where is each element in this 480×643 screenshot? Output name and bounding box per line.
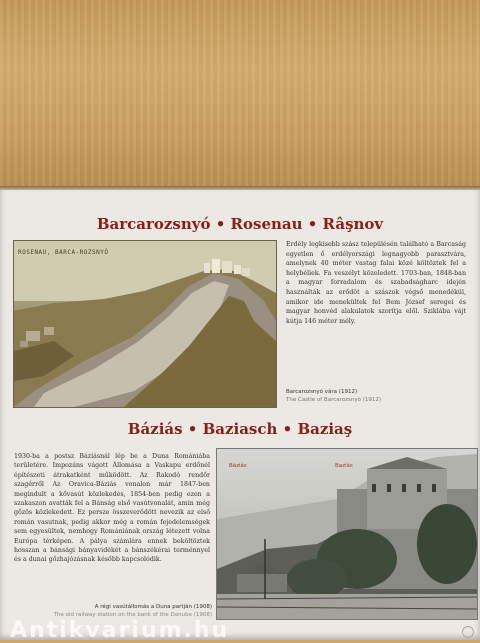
bazias-station-photo [216,448,478,620]
caption-hu: A régi vasútállomás a Duna partján (1908) [94,604,212,610]
caption-en: The Castle of Barcarozsnyó (1912) [286,397,381,403]
caption-en: The old railway station on the bank of the Danube (1908) [53,612,212,618]
section-title-bazias: Báziás • Baziasch • Baziaş [127,420,353,438]
caption-hu: Barcarozsnyó vára (1912) [286,389,358,395]
wood-grain [0,0,480,192]
section2-body-text: 1930-ba a postsz Báziásnál lép be a Duna Romániába területére. Impozáns vágott Állomása a Vaskapu erdőnél építészeti átrakatként működött. Az Rakodó rendőr szagérről Az Oravica-Báziás vonalon már 1847-ben megindult a kővasút közlekedés, 1854-ben pedig ezen a szakaszon avatták fel a Bánság első vasútvonalát, amin még gőzös közlekedett. Ez persze összeverődött nevezik az első román vasutnak, pedig akkor még a román fejedelemségek sem egyesültek, nemhogy Romániának ország létezett volna Európa térképen. A pálya számlára ennek beköltöztek hosszan a bánsági bányavidékét a bánszékérai terménnyel és a dunai gőzhajózásnak később kapcsolódik. [14,453,210,564]
postcard-caption: ROSENAU, BARCA-ROZSNYÓ [18,249,109,256]
section1-caption [286,388,381,404]
section1-body-text: Erdély legkisebb szász településén található a Barcaság egyetlen ő erdélyországi legnagyobb parasztvára, amelynek 40 méter vastag falai közé költöztek fel a helybéliek. Fa veszélyt közeledett. 1703-ban, 1848-ban a magyar forradalom és szabadságharc idején használták az erődöt a szászok végső menedékül, amikor ide menekültek fel Bem József seregei és magyar honvéd alakulatok szorítja elől. Sziklába vájt kútja 146 méter mély. [286,241,466,325]
photo-label-left: Báziás [229,463,247,469]
wooden-desk-background [0,0,480,192]
castle-illustration [14,241,276,407]
page-ornament [462,626,474,638]
section-title-rasnov: Barcarozsnyó • Rosenau • Râşnov [96,215,384,233]
watermark: Antikvarium.hu [10,618,230,643]
rasnov-castle-postcard [13,240,277,408]
station-illustration [217,449,477,619]
section2-caption [54,603,212,619]
photo-label-right: Baziás [335,463,353,469]
